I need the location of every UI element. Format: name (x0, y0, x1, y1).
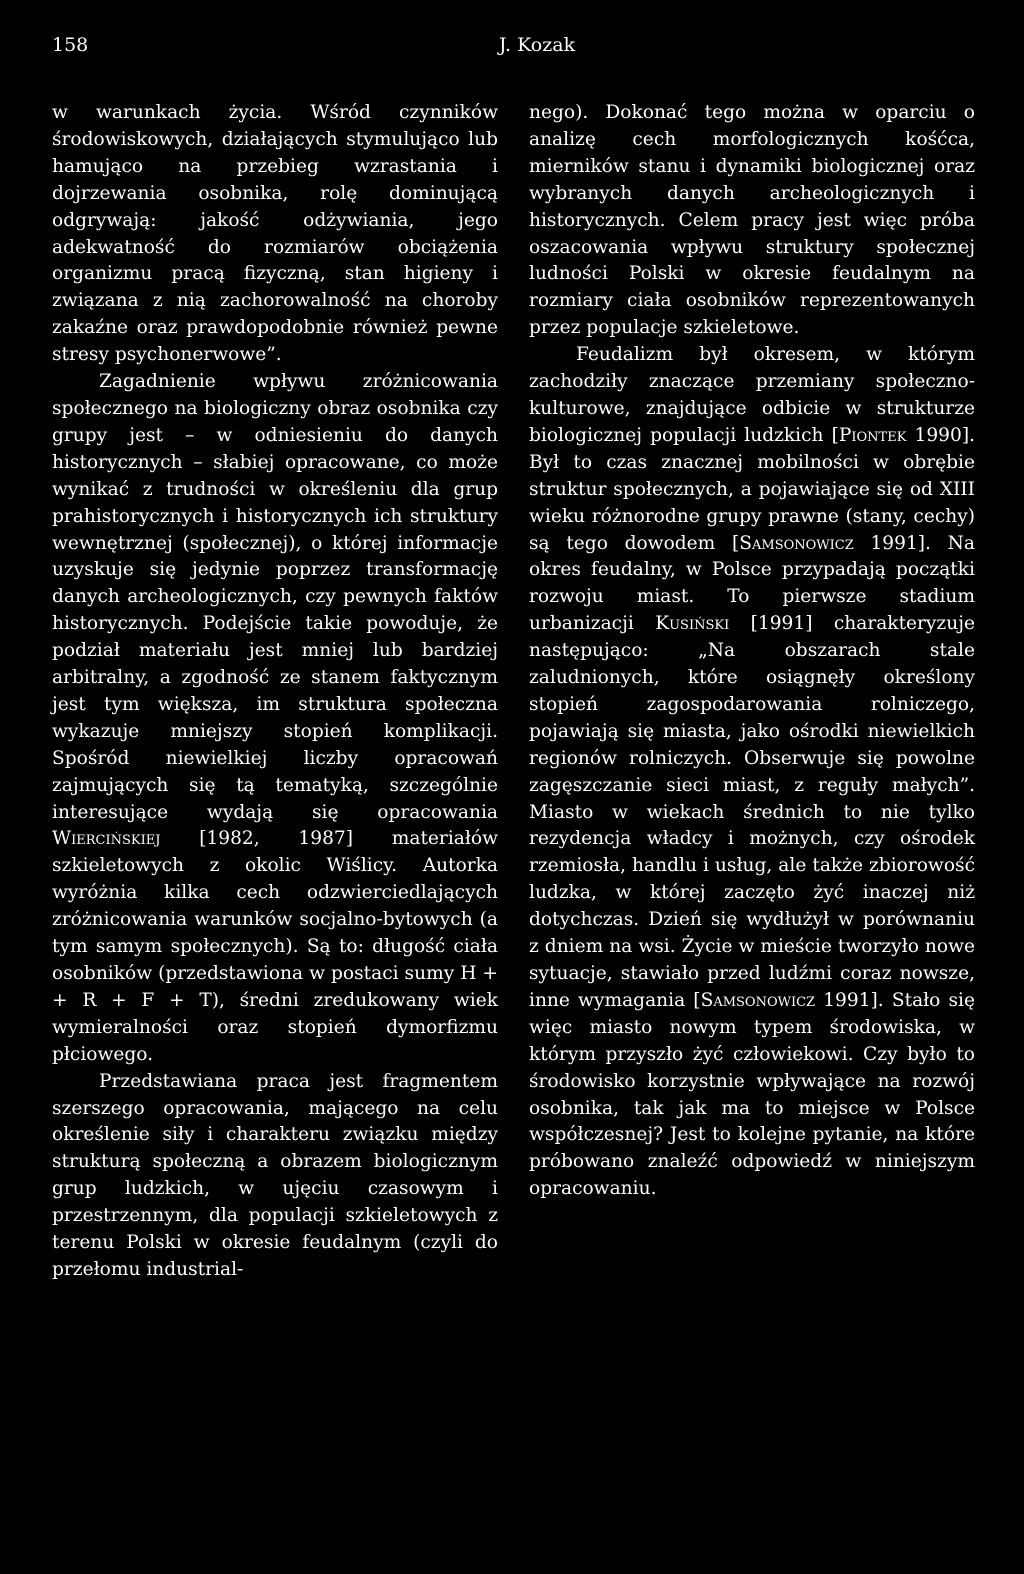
running-head: J. Kozak (498, 34, 576, 56)
paragraph-text: 1991]. Stało się więc miasto nowym typem środowiska, w którym przyszło żyć człowiekowi. Czy było to środowisko korzystnie wpływające na rozwój osobnika, tak jak ma to miejsce w Polsce współczesnej? Jest to kolejne pytanie, na które próbowano znaleźć odpowiedź w niniejszym opracowaniu. (529, 989, 976, 1200)
paragraph-1 (52, 100, 498, 369)
paragraph-text: [1991] charakteryzuje następująco: „Na obszarach stale zaludnionych, które osiągnęły określony stopień zagospodarowania rolniczego, pojawiają się miasta, jako ośrodki niewielkich regionów rolniczych. Obserwuje się powolne zagęszczanie sieci miast, z reguły małych”. Miasto w wiekach średnich to nie tylko rezydencja władcy i możnych, czy ośrodek rzemiosła, handlu i usług, ale także zbiorowość ludzka, w której zaczęto żyć inaczej niż dotychczas. Dzień się wydłużył w porównaniu z dniem na wsi. Życie w mieście tworzyło nowe sytuacje, stawiało przed ludźmi coraz nowsze, inne wymagania [ (529, 613, 975, 1011)
paragraph-text: Zagadnienie wpływu zróżnicowania społecznego na biologiczny obraz osobnika czy grupy jest – w odniesieniu do danych historycznych – słabiej opracowane, co może wynikać z trudności w określeniu dla grup prahistorycznych i historycznych ich struktury wewnętrznej (społecznej), o której informacje uzyskuje się jedynie poprzez transformację danych archeologicznych, czy pewnych faktów historycznych. Podejście takie powoduje, że podział materiału jest mniej lub bardziej arbitralny, a zgodność ze stanem faktycznym jest tym większa, im struktura społeczna wykazuje mniejszy stopień komplikacji. Spośród niewielkiej liczby opracowań zajmujących się tą tematyką, szczególnie interesujące wydają się opracowania (52, 371, 498, 823)
citation-author: Piontek (838, 424, 907, 446)
paragraph-2 (52, 369, 498, 1069)
page-header (52, 34, 972, 64)
paragraph-text: 1991]. Na okres feudalny, w Polsce przypadają początki rozwoju miast. To pierwsze stadium urbanizacji (529, 532, 975, 635)
citation-author: Samsonowicz (739, 532, 854, 554)
citation-author: Wiercińskiej (52, 828, 161, 850)
citation-author: Kusiński (655, 613, 730, 635)
paragraph-text: Feudalizm był okresem, w którym zachodziły znaczące przemiany społeczno-kulturowe, znajdujące odbicie w strukturze biologicznej populacji ludzkich [ (529, 344, 975, 446)
paragraph-3 (52, 1069, 498, 1284)
left-column (52, 100, 498, 1284)
paragraph-text: nego). Dokonać tego można w oparciu o analizę cech morfologicznych kośćca, mierników stanu i dynamiki biologicznej oraz wybranych danych archeologicznych i historycznych. Celem pracy jest więc próba oszacowania wpływu struktury społecznej ludności Polski w okresie feudalnym na rozmiary ciała osobników reprezentowanych przez populacje szkieletowe. (529, 102, 975, 339)
paragraph-text: 1990]. Był to czas znacznej mobilności w obrębie struktur społecznych, a pojawiające się od XIII wieku różnorodne grupy prawne (stany, cechy) są tego dowodem [ (529, 424, 975, 554)
paragraph-text: [1982, 1987] materiałów szkieletowych z okolic Wiślicy. Autorka wyróżnia kilka cech odzwierciedlających zróżnicowania warunków socjalno-bytowych (a tym samym społecznych). Są to: długość ciała osobników (przedstawiona w postaci sumy H + + R + F + T), średni zredukowany wiek wymieralności oraz stopień dymorfizmu płciowego. (52, 828, 498, 1065)
right-column (529, 100, 975, 1203)
citation-author: Samsonowicz (700, 989, 816, 1011)
paragraph-text: w warunkach życia. Wśród czynników środowiskowych, działających stymulująco lub hamująco na przebieg wzrastania i dojrzewania osobnika, rolę dominującą odgrywają: jakość odżywiania, jego adekwatność do rozmiarów obciążenia organizmu pracą fizyczną, stan higieny i związana z nią zachorowalność na choroby zakaźne oraz prawdopodobnie również pewne stresy psychonerwowe”. (52, 102, 498, 366)
paragraph-continued (529, 100, 975, 342)
page-number: 158 (52, 34, 89, 56)
paragraph-feudalism (529, 342, 975, 1203)
paragraph-text: Przedstawiana praca jest fragmentem szerszego opracowania, mającego na celu określenie siły i charakteru związku między strukturą społeczną a obrazem biologicznym grup ludzkich, w ujęciu czasowym i przestrzennym, dla populacji szkieletowych z terenu Polski w okresie feudalnym (czyli do przełomu industrial- (52, 1070, 498, 1280)
